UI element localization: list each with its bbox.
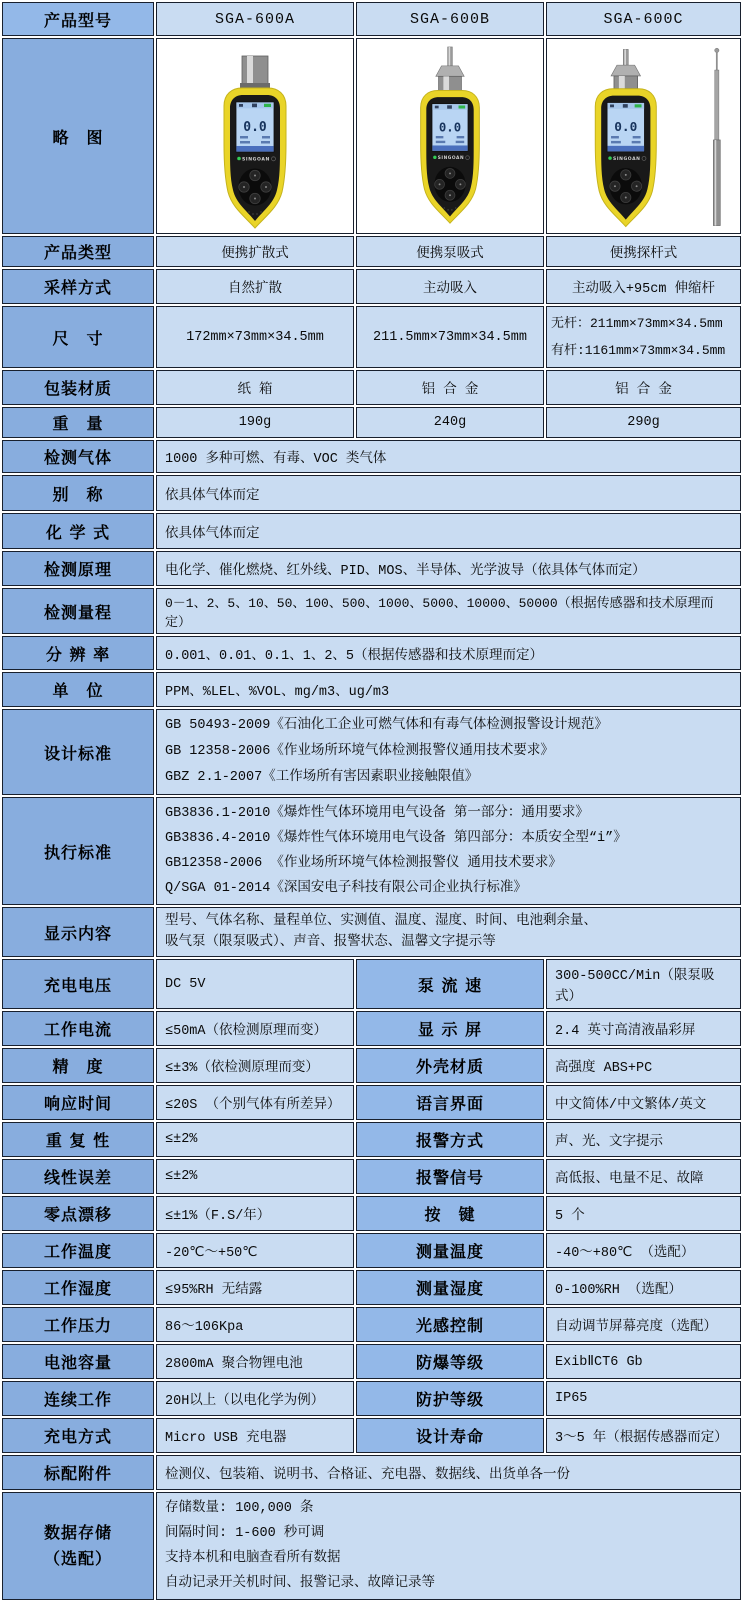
- alarm-signal-value: 高低报、电量不足、故障: [546, 1159, 741, 1194]
- sampling-a: 自然扩散: [156, 269, 354, 304]
- row-label-design-standard: 设计标准: [2, 709, 154, 795]
- alias-row: [2, 475, 741, 511]
- sampling-b: 主动吸入: [356, 269, 544, 304]
- speaker-icon: [610, 105, 614, 108]
- row-label-design-life: 设计寿命: [356, 1418, 544, 1453]
- sketch-cell-a: [156, 38, 354, 234]
- packaging-b: 铝 合 金: [356, 370, 544, 405]
- row-label-display-content: 显示内容: [2, 907, 154, 957]
- execution-standard-row: [2, 797, 741, 905]
- brand-text: SINGOAN: [241, 157, 271, 163]
- data-storage-label-line: （选配）: [43, 1549, 112, 1568]
- buttons-value: 5 个: [546, 1196, 741, 1231]
- row-label-working-temperature: 工作温度: [2, 1233, 154, 1268]
- row-label-response-time: 响应时间: [2, 1085, 154, 1120]
- row-label-detection-principle: 检测原理: [2, 551, 154, 586]
- brand-text: SINGOAN: [612, 157, 641, 163]
- row-label-accuracy: 精 度: [2, 1048, 154, 1083]
- data-storage-line: 支持本机和电脑查看所有数据: [165, 1551, 341, 1566]
- chemical-formula-value: 依具体气体而定: [156, 513, 741, 549]
- design-standard-line: GB 12358-2006《作业场所环境气体检测报警仪通用技术要求》: [165, 744, 554, 759]
- row-label-accessories: 标配附件: [2, 1455, 154, 1490]
- model-sga-600c: SGA-600C: [546, 2, 741, 36]
- display-content-row: [2, 907, 741, 957]
- pump-probe-icon: [436, 47, 464, 91]
- screen-status-bar: [607, 146, 644, 152]
- working-humidity-value: ≤95%RH 无结露: [156, 1270, 354, 1305]
- data-storage-line: 存储数量: 100,000 条: [165, 1501, 314, 1516]
- display-content-value: [156, 907, 741, 957]
- sampling-method-row: [2, 269, 741, 304]
- spec-row-linearity-error: [2, 1159, 741, 1194]
- dimensions-row: [2, 306, 741, 368]
- alarm-mode-value: 声、光、文字提示: [546, 1122, 741, 1157]
- sketch-cell-b: [356, 38, 544, 234]
- row-label-dimensions: 尺 寸: [2, 306, 154, 368]
- weight-a: 190g: [156, 407, 354, 438]
- language-ui-value: 中文简体/中文繁体/英文: [546, 1085, 741, 1120]
- sampling-c: 主动吸入+95cm 伸缩杆: [546, 269, 741, 304]
- row-label-chemical-formula: 化 学 式: [2, 513, 154, 549]
- product-type-a: 便携扩散式: [156, 236, 354, 267]
- row-label-execution-standard: 执行标准: [2, 797, 154, 905]
- measure-humidity-value: 0-100%RH （选配）: [546, 1270, 741, 1305]
- repeatability-value: ≤±2%: [156, 1122, 354, 1157]
- product-type-b: 便携泵吸式: [356, 236, 544, 267]
- spec-row-response-time: [2, 1085, 741, 1120]
- fan-icon: [623, 104, 628, 108]
- row-label-charge-method: 充电方式: [2, 1418, 154, 1453]
- shell-material-value: 高强度 ABS+PC: [546, 1048, 741, 1083]
- row-label-charge-voltage: 充电电压: [2, 959, 154, 1009]
- row-label-working-current: 工作电流: [2, 1011, 154, 1046]
- execution-standard-line: GB3836.1-2010《爆炸性气体环境用电气设备 第一部分：通用要求》: [165, 806, 589, 821]
- spec-row-working-temperature: [2, 1233, 741, 1268]
- light-control-value: 自动调节屏幕亮度（选配）: [546, 1307, 741, 1342]
- alias-value: 依具体气体而定: [156, 475, 741, 511]
- protection-grade-value: IP65: [546, 1381, 741, 1416]
- execution-standard-line: GB12358-2006 《作业场所环境气体检测报警仪 通用技术要求》: [165, 856, 562, 871]
- execution-standard-value: [156, 797, 741, 905]
- status-led: [608, 156, 612, 160]
- model-sga-600a: SGA-600A: [156, 2, 354, 36]
- weight-row: [2, 407, 741, 438]
- data-storage-line: 自动记录开关机时间、报警记录、故障记录等: [165, 1576, 435, 1591]
- design-standard-value: [156, 709, 741, 795]
- row-label-light-control: 光感控制: [356, 1307, 544, 1342]
- row-label-sketch: 略 图: [2, 38, 154, 234]
- row-label-alias: 别 称: [2, 475, 154, 511]
- row-label-weight: 重 量: [2, 407, 154, 438]
- model-sga-600b: SGA-600B: [356, 2, 544, 36]
- linearity-error-value: ≤±2%: [156, 1159, 354, 1194]
- detected-gas-row: [2, 440, 741, 473]
- display-content-line: 型号、气体名称、量程单位、实测值、温度、湿度、时间、电池剩余量、: [165, 914, 597, 929]
- row-label-pump-flow: 泵 流 速: [356, 959, 544, 1009]
- explosion-proof-value: ExibⅡCT6 Gb: [546, 1344, 741, 1379]
- zero-drift-value: ≤±1%（F.S/年）: [156, 1196, 354, 1231]
- sketch-cell-c: [546, 38, 741, 234]
- pump-probe-icon: [611, 49, 641, 88]
- data-storage-value: [156, 1492, 741, 1600]
- row-label-product-model: 产品型号: [2, 2, 154, 36]
- detection-range-value: 0－1、2、5、10、50、100、500、1000、5000、10000、50000（根据传感器和技术原理而定）: [156, 588, 741, 634]
- dimensions-c: [546, 306, 741, 368]
- packaging-row: [2, 370, 741, 405]
- battery-icon: [635, 104, 642, 107]
- execution-standard-line: GB3836.4-2010《爆炸性气体环境用电气设备 第四部分：本质安全型“i”》: [165, 831, 627, 846]
- row-label-zero-drift: 零点漂移: [2, 1196, 154, 1231]
- weight-c: 290g: [546, 407, 741, 438]
- design-standard-line: GBZ 2.1-2007《工作场所有害因素职业接触限值》: [165, 770, 479, 785]
- accessories-value: 检测仪、包装箱、说明书、合格证、充电器、数据线、出货单各一份: [156, 1455, 741, 1490]
- fan-icon: [447, 105, 452, 108]
- row-label-measure-temperature: 测量温度: [356, 1233, 544, 1268]
- status-led: [433, 156, 436, 159]
- row-label-buttons: 按 键: [356, 1196, 544, 1231]
- pump-flow-value: 300-500CC/Min（限泵吸式）: [546, 959, 741, 1009]
- product-type-row: [2, 236, 741, 267]
- spec-row-working-pressure: [2, 1307, 741, 1342]
- battery-icon: [459, 105, 466, 108]
- row-label-alarm-mode: 报警方式: [356, 1122, 544, 1157]
- packaging-a: 纸 箱: [156, 370, 354, 405]
- spec-row-repeatability: [2, 1122, 741, 1157]
- resolution-row: [2, 636, 741, 670]
- spec-row-accuracy: [2, 1048, 741, 1083]
- row-label-battery-capacity: 电池容量: [2, 1344, 154, 1379]
- screen-status-bar: [236, 146, 273, 152]
- detected-gas-value: 1000 多种可燃、有毒、VOC 类气体: [156, 440, 741, 473]
- battery-capacity-value: 2800mA 聚合物锂电池: [156, 1344, 354, 1379]
- row-label-detected-gas: 检测气体: [2, 440, 154, 473]
- spec-row-charge-method: [2, 1418, 741, 1453]
- charge-voltage-value: DC 5V: [156, 959, 354, 1009]
- product-type-c: 便携探杆式: [546, 236, 741, 267]
- device-sga-600c-image: [550, 40, 737, 232]
- dimensions-c-without-rod: 无杆：211mm×73mm×34.5mm: [551, 316, 723, 331]
- sketch-row: [2, 38, 741, 234]
- working-temperature-value: -20℃～+50℃: [156, 1233, 354, 1268]
- dimensions-c-with-rod: 有杆:1161mm×73mm×34.5mm: [551, 343, 726, 358]
- data-storage-label-line: 数据存储: [43, 1523, 112, 1542]
- detection-range-row: [2, 588, 741, 634]
- response-time-value: ≤20S （个别气体有所差异）: [156, 1085, 354, 1120]
- row-label-working-pressure: 工作压力: [2, 1307, 154, 1342]
- row-label-resolution: 分 辨 率: [2, 636, 154, 670]
- row-label-display-screen: 显 示 屏: [356, 1011, 544, 1046]
- spec-row-continuous-work: [2, 1381, 741, 1416]
- row-label-language-ui: 语言界面: [356, 1085, 544, 1120]
- working-pressure-value: 86～106Kpa: [156, 1307, 354, 1342]
- row-label-data-storage: [2, 1492, 154, 1600]
- status-led: [237, 157, 241, 161]
- row-label-measure-humidity: 测量湿度: [356, 1270, 544, 1305]
- row-label-linearity-error: 线性误差: [2, 1159, 154, 1194]
- spec-row-working-current: [2, 1011, 741, 1046]
- execution-standard-line: Q/SGA 01-2014《深国安电子科技有限公司企业执行标准》: [165, 881, 527, 896]
- measure-temperature-value: -40～+80℃ （选配）: [546, 1233, 741, 1268]
- screen-reading: 0.0: [614, 120, 638, 136]
- device-sga-600a-image: [160, 40, 350, 232]
- brand-text: SINGOAN: [437, 156, 465, 162]
- accessories-row: [2, 1455, 741, 1490]
- chemical-formula-row: [2, 513, 741, 549]
- detection-principle-row: [2, 551, 741, 586]
- row-label-continuous-work: 连续工作: [2, 1381, 154, 1416]
- packaging-c: 铝 合 金: [546, 370, 741, 405]
- resolution-value: 0.001、0.01、0.1、1、2、5（根据传感器和技术原理而定）: [156, 636, 741, 670]
- sensor-head-cylinder-icon: [240, 56, 270, 89]
- continuous-work-value: 20H以上（以电化学为例）: [156, 1381, 354, 1416]
- speaker-icon: [239, 104, 243, 107]
- accuracy-value: ≤±3%（依检测原理而变）: [156, 1048, 354, 1083]
- row-label-packaging: 包装材质: [2, 370, 154, 405]
- row-label-alarm-signal: 报警信号: [356, 1159, 544, 1194]
- display-screen-value: 2.4 英寸高清液晶彩屏: [546, 1011, 741, 1046]
- speaker-icon: [435, 106, 439, 109]
- row-label-explosion-proof: 防爆等级: [356, 1344, 544, 1379]
- display-content-line: 吸气泵（限泵吸式）、声音、报警状态、温馨文字提示等: [165, 935, 496, 950]
- unit-value: PPM、%LEL、%VOL、mg/m3、ug/m3: [156, 672, 741, 707]
- design-standard-row: [2, 709, 741, 795]
- spec-row-zero-drift: [2, 1196, 741, 1231]
- design-standard-line: GB 50493-2009《石油化工企业可燃气体和有毒气体检测报警设计规范》: [165, 718, 608, 733]
- dimensions-a: 172mm×73mm×34.5mm: [156, 306, 354, 368]
- fan-icon: [252, 104, 257, 108]
- data-storage-row: [2, 1492, 741, 1600]
- detection-principle-value: 电化学、催化燃烧、红外线、PID、MOS、半导体、光学波导（依具体气体而定）: [156, 551, 741, 586]
- row-label-unit: 单 位: [2, 672, 154, 707]
- unit-row: [2, 672, 741, 707]
- design-life-value: 3～5 年（根据传感器而定）: [546, 1418, 741, 1453]
- row-label-repeatability: 重 复 性: [2, 1122, 154, 1157]
- charge-method-value: Micro USB 充电器: [156, 1418, 354, 1453]
- row-label-detection-range: 检测量程: [2, 588, 154, 634]
- model-header-row: [2, 2, 741, 36]
- screen-reading: 0.0: [243, 120, 267, 135]
- row-label-working-humidity: 工作湿度: [2, 1270, 154, 1305]
- row-label-shell-material: 外壳材质: [356, 1048, 544, 1083]
- row-label-sampling-method: 采样方式: [2, 269, 154, 304]
- data-storage-line: 间隔时间: 1-600 秒可调: [165, 1526, 325, 1541]
- battery-icon: [264, 104, 271, 107]
- row-label-protection-grade: 防护等级: [356, 1381, 544, 1416]
- spec-row-battery-capacity: [2, 1344, 741, 1379]
- working-current-value: ≤50mA（依检测原理而变）: [156, 1011, 354, 1046]
- weight-b: 240g: [356, 407, 544, 438]
- telescopic-rod-icon: [713, 48, 720, 225]
- device-sga-600b-image: [360, 40, 540, 232]
- spec-row-charge-voltage: [2, 959, 741, 1009]
- spec-row-working-humidity: [2, 1270, 741, 1305]
- dimensions-b: 211.5mm×73mm×34.5mm: [356, 306, 544, 368]
- screen-status-bar: [432, 145, 467, 150]
- screen-reading: 0.0: [438, 120, 462, 135]
- row-label-product-type: 产品类型: [2, 236, 154, 267]
